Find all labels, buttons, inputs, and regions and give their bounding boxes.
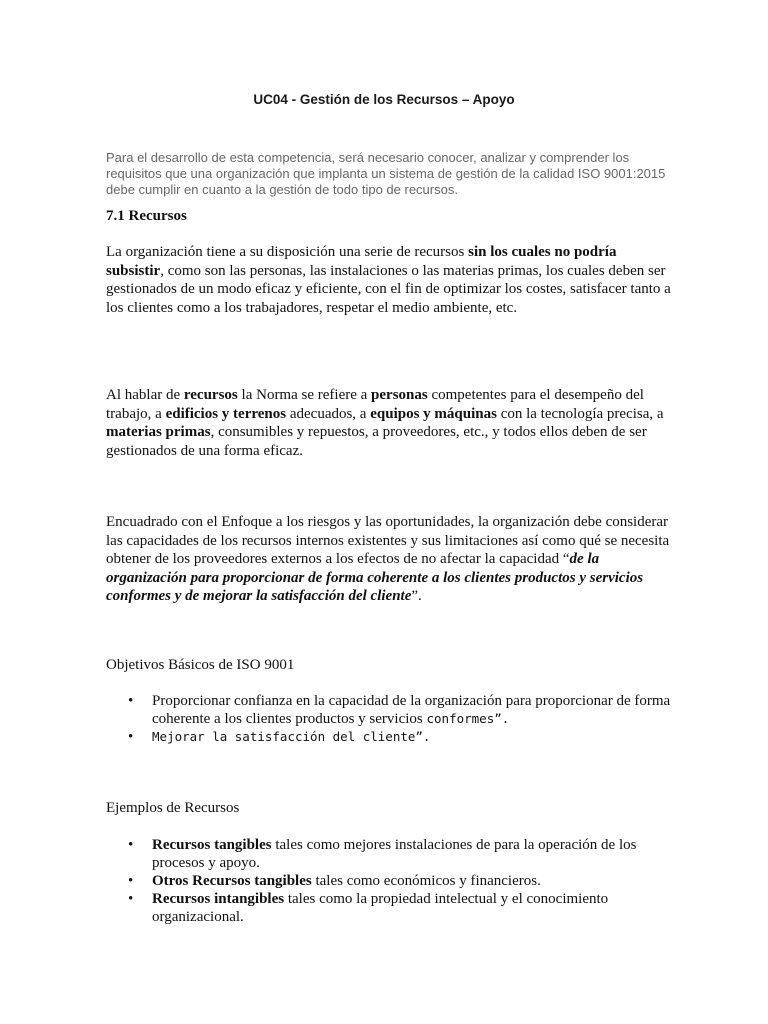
ejemplos-list — [106, 836, 676, 926]
bold-run: Otros Recursos tangibles — [152, 873, 312, 889]
text-run: , consumibles y repuestos, a proveedores, etc., y todos ellos deben de ser gestionados de una forma eficaz. — [106, 424, 647, 459]
text-run: tales como económicos y financieros. — [311, 873, 541, 889]
text-run: la Norma se refiere a — [237, 387, 372, 403]
bold-run: edificios y terrenos — [165, 405, 287, 422]
text-run: ”. — [411, 588, 422, 604]
text-run: La organización tiene a su disposición una serie de recursos — [106, 244, 469, 260]
objetivos-label: Objetivos Básicos de ISO 9001 — [106, 657, 295, 673]
intro-paragraph: Para el desarrollo de esta competencia, será necesario conocer, analizar y comprender los requisitos que una organización que implanta un sistema de gestión de la calidad ISO 9001:2015 debe cumplir en cuanto a la gestión de todo tipo de recursos. — [106, 150, 666, 197]
bold-run: recursos — [183, 387, 238, 403]
bold-run: materias primas — [106, 424, 211, 440]
text-run: tales como mejores instalaciones de para la operación de los procesos y apoyo. — [152, 837, 637, 871]
text-run: competentes para el desempeño del trabajo, a — [106, 387, 644, 422]
bold-run: Recursos intangibles — [152, 891, 285, 907]
text-run: tales como la propiedad intelectual y el conocimiento organizacional. — [152, 891, 609, 925]
text-run: adecuados, a — [286, 405, 371, 422]
text-run: Encuadrado con el Enfoque a los riesgos y las oportunidades, la organización debe considerar las capacidades de los recursos internos existentes y sus limitaciones así como qué se necesita obtener de los proveedores externos a los efectos de no afectar la capacidad “ — [106, 514, 670, 567]
list-item — [106, 692, 676, 728]
text-run: Proporcionar confianza en la capacidad de la organización para proporcionar de forma coherente a los clientes productos y servicios — [152, 693, 671, 727]
bold-run: sin los cuales no podría subsistir — [106, 244, 617, 279]
objetivos-list — [106, 692, 676, 746]
ejemplos-label: Ejemplos de Recursos — [106, 800, 240, 816]
text-run: conformes”. — [426, 711, 510, 726]
bold-run: Recursos tangibles — [152, 837, 272, 853]
text-run: , como son las personas, las instalaciones o las materias primas, los cuales deben ser gestionados de un modo eficaz y eficiente, con el fin de optimizar los costes, satisfacer tanto a los clientes como a los trabajadores, respetar el medio ambiente, etc. — [106, 262, 671, 316]
bold-run: personas — [371, 387, 428, 403]
text-run: Al hablar de — [106, 387, 184, 403]
list-item — [106, 728, 676, 746]
text-run: con la tecnología precisa, a — [496, 405, 664, 422]
paragraph-enfoque — [106, 513, 678, 606]
bold-run: equipos y máquinas — [370, 405, 497, 422]
paragraph-norma — [106, 386, 678, 460]
paragraph-recursos — [106, 243, 678, 317]
bold-italic-run: de la organización para proporcionar de forma coherente a los clientes productos y servicios conformes y de mejorar la satisfacción del cliente — [106, 551, 644, 604]
list-item — [106, 836, 676, 872]
page-title: UC04 - Gestión de los Recursos – Apoyo — [253, 92, 515, 107]
text-run: Mejorar la satisfacción del cliente”. — [152, 729, 431, 744]
section-heading: 7.1 Recursos — [106, 208, 187, 224]
list-item — [106, 890, 676, 926]
list-item — [106, 872, 676, 890]
